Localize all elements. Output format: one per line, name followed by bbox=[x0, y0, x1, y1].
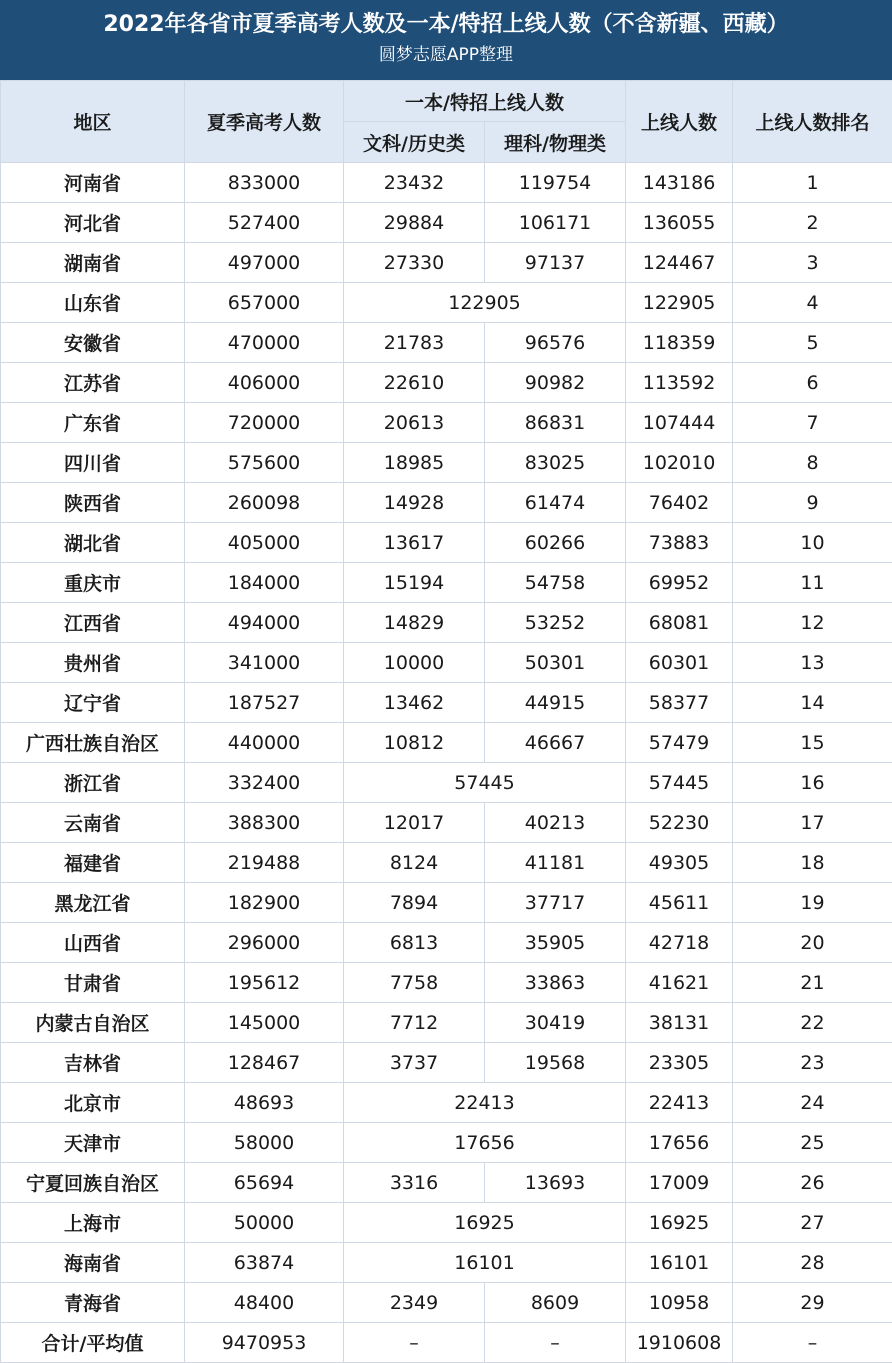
table-row bbox=[1, 1043, 892, 1083]
table-row bbox=[1, 1283, 892, 1323]
cell-exam-count: 48693 bbox=[185, 1083, 344, 1123]
cell-region: 重庆市 bbox=[1, 563, 185, 603]
table-body bbox=[1, 163, 892, 1363]
table-row bbox=[1, 1123, 892, 1163]
cell-passed: 136055 bbox=[626, 203, 733, 243]
cell-liberal: 13462 bbox=[344, 683, 485, 723]
cell-region: 河北省 bbox=[1, 203, 185, 243]
cell-exam-count: 219488 bbox=[185, 843, 344, 883]
cell-exam-count: 195612 bbox=[185, 963, 344, 1003]
cell-region: 青海省 bbox=[1, 1283, 185, 1323]
cell-exam-count: 187527 bbox=[185, 683, 344, 723]
cell-rank: 16 bbox=[733, 763, 892, 803]
cell-passed: 23305 bbox=[626, 1043, 733, 1083]
cell-passed: 122905 bbox=[626, 283, 733, 323]
cell-rank: 3 bbox=[733, 243, 892, 283]
cell-rank: 8 bbox=[733, 443, 892, 483]
cell-liberal: 21783 bbox=[344, 323, 485, 363]
cell-merged-total: 57445 bbox=[344, 763, 626, 803]
cell-rank: 2 bbox=[733, 203, 892, 243]
cell-region: 吉林省 bbox=[1, 1043, 185, 1083]
cell-region: 上海市 bbox=[1, 1203, 185, 1243]
cell-liberal: 29884 bbox=[344, 203, 485, 243]
cell-science: 90982 bbox=[485, 363, 626, 403]
cell-passed: 118359 bbox=[626, 323, 733, 363]
cell-science: 60266 bbox=[485, 523, 626, 563]
table-header bbox=[1, 81, 892, 163]
table-row bbox=[1, 883, 892, 923]
cell-passed: 10958 bbox=[626, 1283, 733, 1323]
cell-exam-count: 497000 bbox=[185, 243, 344, 283]
table-row bbox=[1, 483, 892, 523]
cell-rank: 15 bbox=[733, 723, 892, 763]
header-exam-count: 夏季高考人数 bbox=[185, 81, 344, 163]
cell-exam-count: 296000 bbox=[185, 923, 344, 963]
cell-region: 辽宁省 bbox=[1, 683, 185, 723]
cell-liberal: 2349 bbox=[344, 1283, 485, 1323]
cell-rank: 26 bbox=[733, 1163, 892, 1203]
cell-exam-count: 388300 bbox=[185, 803, 344, 843]
cell-exam-count: 58000 bbox=[185, 1123, 344, 1163]
cell-passed: 60301 bbox=[626, 643, 733, 683]
table-row bbox=[1, 763, 892, 803]
cell-region: 四川省 bbox=[1, 443, 185, 483]
table-row bbox=[1, 403, 892, 443]
cell-liberal: 13617 bbox=[344, 523, 485, 563]
cell-liberal: 14829 bbox=[344, 603, 485, 643]
table-row bbox=[1, 363, 892, 403]
cell-merged-total: 22413 bbox=[344, 1083, 626, 1123]
cell-rank: 27 bbox=[733, 1203, 892, 1243]
cell-liberal: 10000 bbox=[344, 643, 485, 683]
cell-liberal: 23432 bbox=[344, 163, 485, 203]
cell-science: 37717 bbox=[485, 883, 626, 923]
cell-exam-count: 145000 bbox=[185, 1003, 344, 1043]
cell-rank: 20 bbox=[733, 923, 892, 963]
cell-passed: 102010 bbox=[626, 443, 733, 483]
cell-passed: 57445 bbox=[626, 763, 733, 803]
header-liberal: 文科/历史类 bbox=[344, 122, 485, 163]
cell-liberal: 18985 bbox=[344, 443, 485, 483]
cell-liberal: 12017 bbox=[344, 803, 485, 843]
cell-passed: 45611 bbox=[626, 883, 733, 923]
cell-region: 湖北省 bbox=[1, 523, 185, 563]
header-science: 理科/物理类 bbox=[485, 122, 626, 163]
cell-passed: 69952 bbox=[626, 563, 733, 603]
cell-region: 天津市 bbox=[1, 1123, 185, 1163]
cell-region: 江西省 bbox=[1, 603, 185, 643]
cell-rank: 23 bbox=[733, 1043, 892, 1083]
table-row bbox=[1, 563, 892, 603]
table-row bbox=[1, 443, 892, 483]
cell-rank: 5 bbox=[733, 323, 892, 363]
cell-region: 江苏省 bbox=[1, 363, 185, 403]
cell-exam-count: 332400 bbox=[185, 763, 344, 803]
cell-passed: 16925 bbox=[626, 1203, 733, 1243]
cell-passed: 41621 bbox=[626, 963, 733, 1003]
table-row bbox=[1, 923, 892, 963]
cell-passed: 1910608 bbox=[626, 1323, 733, 1363]
cell-exam-count: 494000 bbox=[185, 603, 344, 643]
table-row bbox=[1, 963, 892, 1003]
cell-rank: 13 bbox=[733, 643, 892, 683]
cell-region: 山西省 bbox=[1, 923, 185, 963]
table-row bbox=[1, 243, 892, 283]
cell-science: 35905 bbox=[485, 923, 626, 963]
cell-exam-count: 182900 bbox=[185, 883, 344, 923]
cell-region: 合计/平均值 bbox=[1, 1323, 185, 1363]
title-banner bbox=[0, 0, 892, 80]
cell-liberal: 22610 bbox=[344, 363, 485, 403]
data-table bbox=[0, 80, 892, 1363]
cell-passed: 49305 bbox=[626, 843, 733, 883]
cell-rank: 10 bbox=[733, 523, 892, 563]
page-subtitle: 圆梦志愿APP整理 bbox=[0, 42, 892, 68]
cell-liberal: 7758 bbox=[344, 963, 485, 1003]
cell-science: 8609 bbox=[485, 1283, 626, 1323]
cell-liberal: 7894 bbox=[344, 883, 485, 923]
cell-liberal: 27330 bbox=[344, 243, 485, 283]
header-group: 一本/特招上线人数 bbox=[344, 81, 626, 122]
cell-passed: 17009 bbox=[626, 1163, 733, 1203]
cell-exam-count: 260098 bbox=[185, 483, 344, 523]
cell-exam-count: 470000 bbox=[185, 323, 344, 363]
cell-exam-count: 50000 bbox=[185, 1203, 344, 1243]
cell-exam-count: 65694 bbox=[185, 1163, 344, 1203]
table-row bbox=[1, 1203, 892, 1243]
cell-science: 44915 bbox=[485, 683, 626, 723]
cell-passed: 68081 bbox=[626, 603, 733, 643]
cell-passed: 42718 bbox=[626, 923, 733, 963]
cell-rank: 12 bbox=[733, 603, 892, 643]
table-row bbox=[1, 1003, 892, 1043]
cell-rank: 21 bbox=[733, 963, 892, 1003]
cell-liberal: 7712 bbox=[344, 1003, 485, 1043]
cell-science: 50301 bbox=[485, 643, 626, 683]
table-row bbox=[1, 1243, 892, 1283]
cell-science: 97137 bbox=[485, 243, 626, 283]
cell-rank: 25 bbox=[733, 1123, 892, 1163]
cell-passed: 57479 bbox=[626, 723, 733, 763]
cell-passed: 107444 bbox=[626, 403, 733, 443]
cell-liberal: 15194 bbox=[344, 563, 485, 603]
table-row bbox=[1, 843, 892, 883]
header-passed: 上线人数 bbox=[626, 81, 733, 163]
cell-region: 浙江省 bbox=[1, 763, 185, 803]
cell-science: 40213 bbox=[485, 803, 626, 843]
cell-science: 30419 bbox=[485, 1003, 626, 1043]
cell-region: 广东省 bbox=[1, 403, 185, 443]
cell-science: 106171 bbox=[485, 203, 626, 243]
cell-rank: 14 bbox=[733, 683, 892, 723]
cell-merged-total: 16101 bbox=[344, 1243, 626, 1283]
table-row bbox=[1, 163, 892, 203]
cell-passed: 143186 bbox=[626, 163, 733, 203]
cell-passed: 16101 bbox=[626, 1243, 733, 1283]
cell-exam-count: 575600 bbox=[185, 443, 344, 483]
cell-exam-count: 440000 bbox=[185, 723, 344, 763]
cell-rank: 4 bbox=[733, 283, 892, 323]
table-row bbox=[1, 323, 892, 363]
cell-science: 19568 bbox=[485, 1043, 626, 1083]
cell-rank: 17 bbox=[733, 803, 892, 843]
cell-rank: 9 bbox=[733, 483, 892, 523]
cell-passed: 17656 bbox=[626, 1123, 733, 1163]
table-row bbox=[1, 203, 892, 243]
cell-passed: 22413 bbox=[626, 1083, 733, 1123]
cell-exam-count: 184000 bbox=[185, 563, 344, 603]
cell-exam-count: 833000 bbox=[185, 163, 344, 203]
cell-merged-total: 122905 bbox=[344, 283, 626, 323]
cell-rank: – bbox=[733, 1323, 892, 1363]
cell-science: 119754 bbox=[485, 163, 626, 203]
cell-region: 陕西省 bbox=[1, 483, 185, 523]
cell-exam-count: 63874 bbox=[185, 1243, 344, 1283]
cell-merged-total: 17656 bbox=[344, 1123, 626, 1163]
cell-science: 61474 bbox=[485, 483, 626, 523]
cell-liberal: 6813 bbox=[344, 923, 485, 963]
cell-science: 83025 bbox=[485, 443, 626, 483]
table-row bbox=[1, 283, 892, 323]
cell-passed: 52230 bbox=[626, 803, 733, 843]
cell-passed: 58377 bbox=[626, 683, 733, 723]
cell-passed: 113592 bbox=[626, 363, 733, 403]
cell-passed: 38131 bbox=[626, 1003, 733, 1043]
cell-region: 贵州省 bbox=[1, 643, 185, 683]
cell-liberal: 3737 bbox=[344, 1043, 485, 1083]
cell-exam-count: 527400 bbox=[185, 203, 344, 243]
cell-region: 安徽省 bbox=[1, 323, 185, 363]
cell-exam-count: 128467 bbox=[185, 1043, 344, 1083]
table-row bbox=[1, 683, 892, 723]
cell-rank: 7 bbox=[733, 403, 892, 443]
cell-rank: 24 bbox=[733, 1083, 892, 1123]
cell-rank: 11 bbox=[733, 563, 892, 603]
cell-rank: 28 bbox=[733, 1243, 892, 1283]
cell-science: 96576 bbox=[485, 323, 626, 363]
cell-liberal: 14928 bbox=[344, 483, 485, 523]
total-row bbox=[1, 1323, 892, 1363]
cell-passed: 73883 bbox=[626, 523, 733, 563]
cell-rank: 6 bbox=[733, 363, 892, 403]
table-row bbox=[1, 643, 892, 683]
page-title: 2022年各省市夏季高考人数及一本/特招上线人数（不含新疆、西藏） bbox=[0, 8, 892, 42]
cell-science: 41181 bbox=[485, 843, 626, 883]
cell-region: 湖南省 bbox=[1, 243, 185, 283]
cell-exam-count: 9470953 bbox=[185, 1323, 344, 1363]
header-region: 地区 bbox=[1, 81, 185, 163]
cell-passed: 76402 bbox=[626, 483, 733, 523]
table-row bbox=[1, 1163, 892, 1203]
cell-region: 甘肃省 bbox=[1, 963, 185, 1003]
cell-exam-count: 720000 bbox=[185, 403, 344, 443]
cell-region: 河南省 bbox=[1, 163, 185, 203]
cell-exam-count: 406000 bbox=[185, 363, 344, 403]
cell-science: 46667 bbox=[485, 723, 626, 763]
cell-science: 33863 bbox=[485, 963, 626, 1003]
cell-liberal: 3316 bbox=[344, 1163, 485, 1203]
cell-rank: 22 bbox=[733, 1003, 892, 1043]
cell-region: 广西壮族自治区 bbox=[1, 723, 185, 763]
cell-science: 86831 bbox=[485, 403, 626, 443]
cell-region: 宁夏回族自治区 bbox=[1, 1163, 185, 1203]
table-row bbox=[1, 523, 892, 563]
table-row bbox=[1, 723, 892, 763]
cell-science: – bbox=[485, 1323, 626, 1363]
cell-region: 北京市 bbox=[1, 1083, 185, 1123]
cell-rank: 29 bbox=[733, 1283, 892, 1323]
header-rank: 上线人数排名 bbox=[733, 81, 892, 163]
table-row bbox=[1, 1083, 892, 1123]
cell-region: 海南省 bbox=[1, 1243, 185, 1283]
cell-region: 云南省 bbox=[1, 803, 185, 843]
cell-science: 53252 bbox=[485, 603, 626, 643]
cell-rank: 18 bbox=[733, 843, 892, 883]
cell-exam-count: 341000 bbox=[185, 643, 344, 683]
cell-exam-count: 657000 bbox=[185, 283, 344, 323]
cell-science: 54758 bbox=[485, 563, 626, 603]
cell-region: 内蒙古自治区 bbox=[1, 1003, 185, 1043]
table-row bbox=[1, 803, 892, 843]
cell-science: 13693 bbox=[485, 1163, 626, 1203]
cell-passed: 124467 bbox=[626, 243, 733, 283]
cell-region: 黑龙江省 bbox=[1, 883, 185, 923]
cell-liberal: 10812 bbox=[344, 723, 485, 763]
cell-liberal: – bbox=[344, 1323, 485, 1363]
cell-exam-count: 405000 bbox=[185, 523, 344, 563]
cell-exam-count: 48400 bbox=[185, 1283, 344, 1323]
cell-rank: 1 bbox=[733, 163, 892, 203]
cell-region: 福建省 bbox=[1, 843, 185, 883]
cell-region: 山东省 bbox=[1, 283, 185, 323]
cell-rank: 19 bbox=[733, 883, 892, 923]
cell-liberal: 8124 bbox=[344, 843, 485, 883]
table-row bbox=[1, 603, 892, 643]
cell-liberal: 20613 bbox=[344, 403, 485, 443]
cell-merged-total: 16925 bbox=[344, 1203, 626, 1243]
